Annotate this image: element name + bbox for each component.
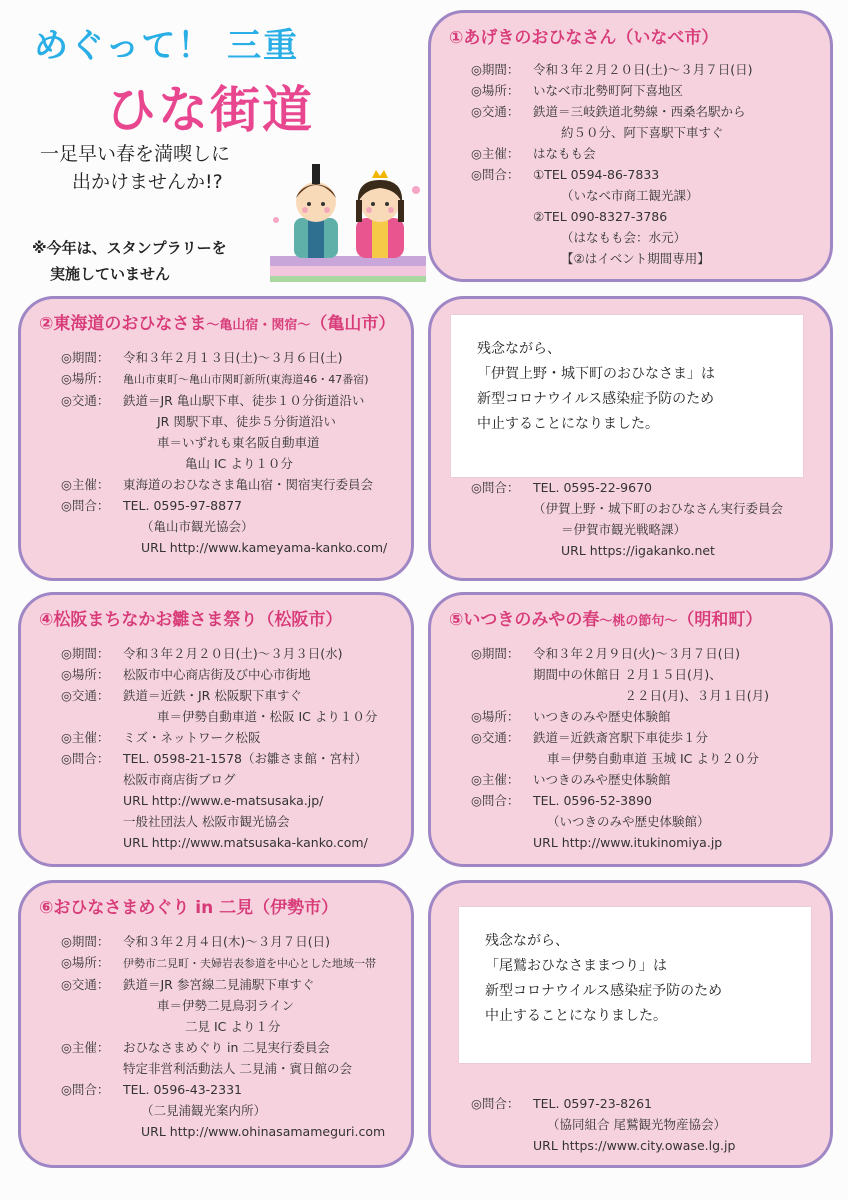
info-row: （亀山市観光協会） — [141, 519, 254, 534]
info-row: ◎場所： いなべ市北勢町阿下喜地区 — [471, 83, 684, 98]
event-card-3 — [428, 296, 833, 581]
notice-line: 「尾鷲おひなさままつり」は — [485, 958, 667, 974]
info-row: 一般社団法人 松阪市観光協会 — [123, 814, 290, 829]
hina-dolls-illustration — [268, 160, 428, 284]
hero-subtitle: めぐって！ 三重 — [34, 26, 300, 66]
info-row: （はなもも会：水元） — [561, 230, 687, 245]
info-row: ◎期間： 令和３年２月９日(火)～３月７日(日) — [471, 646, 741, 661]
info-row: ◎交通： 鉄道＝JR 参宮線二見浦駅下車すぐ — [61, 977, 315, 992]
info-row: URL http://www.itukinomiya.jp — [533, 835, 723, 850]
info-row: ◎問合： TEL. 0595-22-9670 — [471, 480, 652, 495]
info-row: 車＝いずれも東名阪自動車道 — [157, 435, 320, 450]
notice-line: 残念ながら、 — [477, 341, 561, 357]
info-row: ◎主催： おひなさまめぐり in 二見実行委員会 — [61, 1040, 330, 1055]
hero-tagline — [40, 140, 230, 196]
event-card-2 — [18, 296, 414, 581]
info-row: ◎期間： 令和３年２月２０日(土)～３月３日(水) — [61, 646, 343, 661]
info-row: ２２日(月)、３月１日(月) — [533, 688, 769, 703]
info-row: 特定非営利活動法人 二見浦・賓日館の会 — [123, 1061, 352, 1076]
info-row: （協同組合 尾鷲観光物産協会） — [547, 1117, 726, 1132]
info-row: ◎問合： TEL. 0596-43-2331 — [61, 1082, 242, 1097]
info-row: JR 関駅下車、徒歩５分街道沿い — [157, 414, 336, 429]
notice-line: 新型コロナウイルス感染症予防のため — [485, 983, 723, 999]
info-row: 車＝伊勢自動車道・松阪 IC より１０分 — [157, 709, 378, 724]
info-row: ◎場所： 松阪市中心商店街及び中心市街地 — [61, 667, 311, 682]
info-row: ◎交通： 鉄道＝三岐鉄道北勢線・西桑名駅から — [471, 104, 746, 119]
info-row: ◎場所： 伊勢市二見町・夫婦岩表参道を中心とした地域一帯 — [61, 955, 376, 970]
info-row: ◎問合： TEL. 0596-52-3890 — [471, 793, 652, 808]
notice-line: 「伊賀上野・城下町のおひなさま」は — [477, 366, 715, 382]
notice-line: 中止することになりました。 — [477, 416, 659, 432]
cancellation-notice — [459, 907, 811, 1063]
odairi-doll — [294, 164, 338, 258]
event-title: ①あげきのおひなさん（いなべ市） — [449, 28, 719, 48]
tagline-line: 一足早い春を満喫しに — [40, 143, 231, 165]
info-row: ◎問合： TEL. 0598-21-1578（お雛さま館・宮村） — [61, 751, 367, 766]
event-card-7 — [428, 880, 833, 1168]
hero-title: ひな街道 — [106, 81, 314, 139]
info-row: URL https://igakanko.net — [561, 543, 715, 558]
info-row: （いつきのみや歴史体験館） — [547, 814, 710, 829]
info-row: URL https://www.city.owase.lg.jp — [533, 1138, 736, 1153]
info-row: ◎主催： はなもも会 — [471, 146, 596, 161]
info-row: ◎場所： 亀山市東町～亀山市関町新所(東海道46・47番宿) — [61, 371, 369, 386]
cancellation-notice — [451, 315, 803, 477]
info-row: ◎主催： ミズ・ネットワーク松阪 — [61, 730, 261, 745]
info-row: ＝伊賀市観光戦略課） — [561, 522, 687, 537]
info-row: 亀山 IC より１０分 — [185, 456, 293, 471]
info-row: （いなべ市商工観光課） — [561, 188, 699, 203]
info-row: ◎場所： いつきのみや歴史体験館 — [471, 709, 671, 724]
info-row: 車＝伊勢自動車道 玉城 IC より２０分 — [547, 751, 759, 766]
info-row: ◎交通： 鉄道＝近鉄斎宮駅下車徒歩１分 — [471, 730, 709, 745]
info-row: ◎期間： 令和３年２月２０日(土)～３月７日(日) — [471, 62, 753, 77]
info-row: 【②はイベント期間専用】 — [561, 251, 710, 266]
notice-line: 残念ながら、 — [485, 933, 569, 949]
hero-section — [20, 10, 420, 290]
info-row: 二見 IC より１分 — [185, 1019, 281, 1034]
notice-line: 中止することになりました。 — [485, 1008, 667, 1024]
info-row: （伊賀上野・城下町のおひなさん実行委員会 — [533, 501, 784, 516]
event-title: ②東海道のおひなさま～亀山宿・関宿～（亀山市） — [39, 314, 396, 334]
notice-line: 新型コロナウイルス感染症予防のため — [477, 391, 715, 407]
info-row: （二見浦観光案内所） — [141, 1103, 267, 1118]
info-row: 車＝伊勢二見鳥羽ライン — [157, 998, 295, 1013]
info-row: 約５０分、阿下喜駅下車すぐ — [561, 125, 724, 140]
info-row: URL http://www.e-matsusaka.jp/ — [123, 793, 324, 808]
info-row: ◎交通： 鉄道＝JR 亀山駅下車、徒歩１０分街道沿い — [61, 393, 365, 408]
info-row: URL http://www.matsusaka-kanko.com/ — [123, 835, 368, 850]
event-title: ④松阪まちなかお雛さま祭り（松阪市） — [39, 610, 343, 630]
ohina-doll — [356, 170, 404, 258]
event-card-4 — [18, 592, 414, 867]
tagline-line: 出かけませんか!? — [72, 171, 223, 193]
event-title: ⑤いつきのみやの春～桃の節句～（明和町） — [449, 610, 763, 630]
info-row: ◎問合： TEL. 0597-23-8261 — [471, 1096, 652, 1111]
info-row: 期間中の休館日 ２月１５日(月)、 — [533, 667, 722, 682]
stamp-rally-note — [32, 235, 227, 287]
info-row: ◎交通： 鉄道＝近鉄・JR 松阪駅下車すぐ — [61, 688, 302, 703]
info-row: 松阪市商店街ブログ — [123, 772, 236, 787]
event-card-1 — [428, 10, 833, 282]
info-row: URL http://www.kameyama-kanko.com/ — [141, 540, 388, 555]
info-row: ◎主催： いつきのみや歴史体験館 — [471, 772, 671, 787]
info-row: URL http://www.ohinasamameguri.com — [141, 1124, 386, 1139]
info-row: ②TEL 090-8327-3786 — [533, 209, 668, 224]
info-row: ◎問合： TEL. 0595-97-8877 — [61, 498, 242, 513]
note-line: ※今年は、スタンプラリーを — [32, 239, 227, 257]
event-title: ⑥おひなさまめぐり in 二見（伊勢市） — [39, 898, 339, 918]
info-row: ◎期間： 令和３年２月１３日(土)～３月６日(土) — [61, 350, 343, 365]
event-card-6 — [18, 880, 414, 1168]
info-row: ◎期間： 令和３年２月４日(木)～３月７日(日) — [61, 934, 331, 949]
event-card-5 — [428, 592, 833, 867]
info-row: ◎主催： 東海道のおひなさま亀山宿・関宿実行委員会 — [61, 477, 374, 492]
info-row: ◎問合： ①TEL 0594-86-7833 — [471, 167, 660, 182]
note-line: 実施していません — [50, 265, 171, 283]
